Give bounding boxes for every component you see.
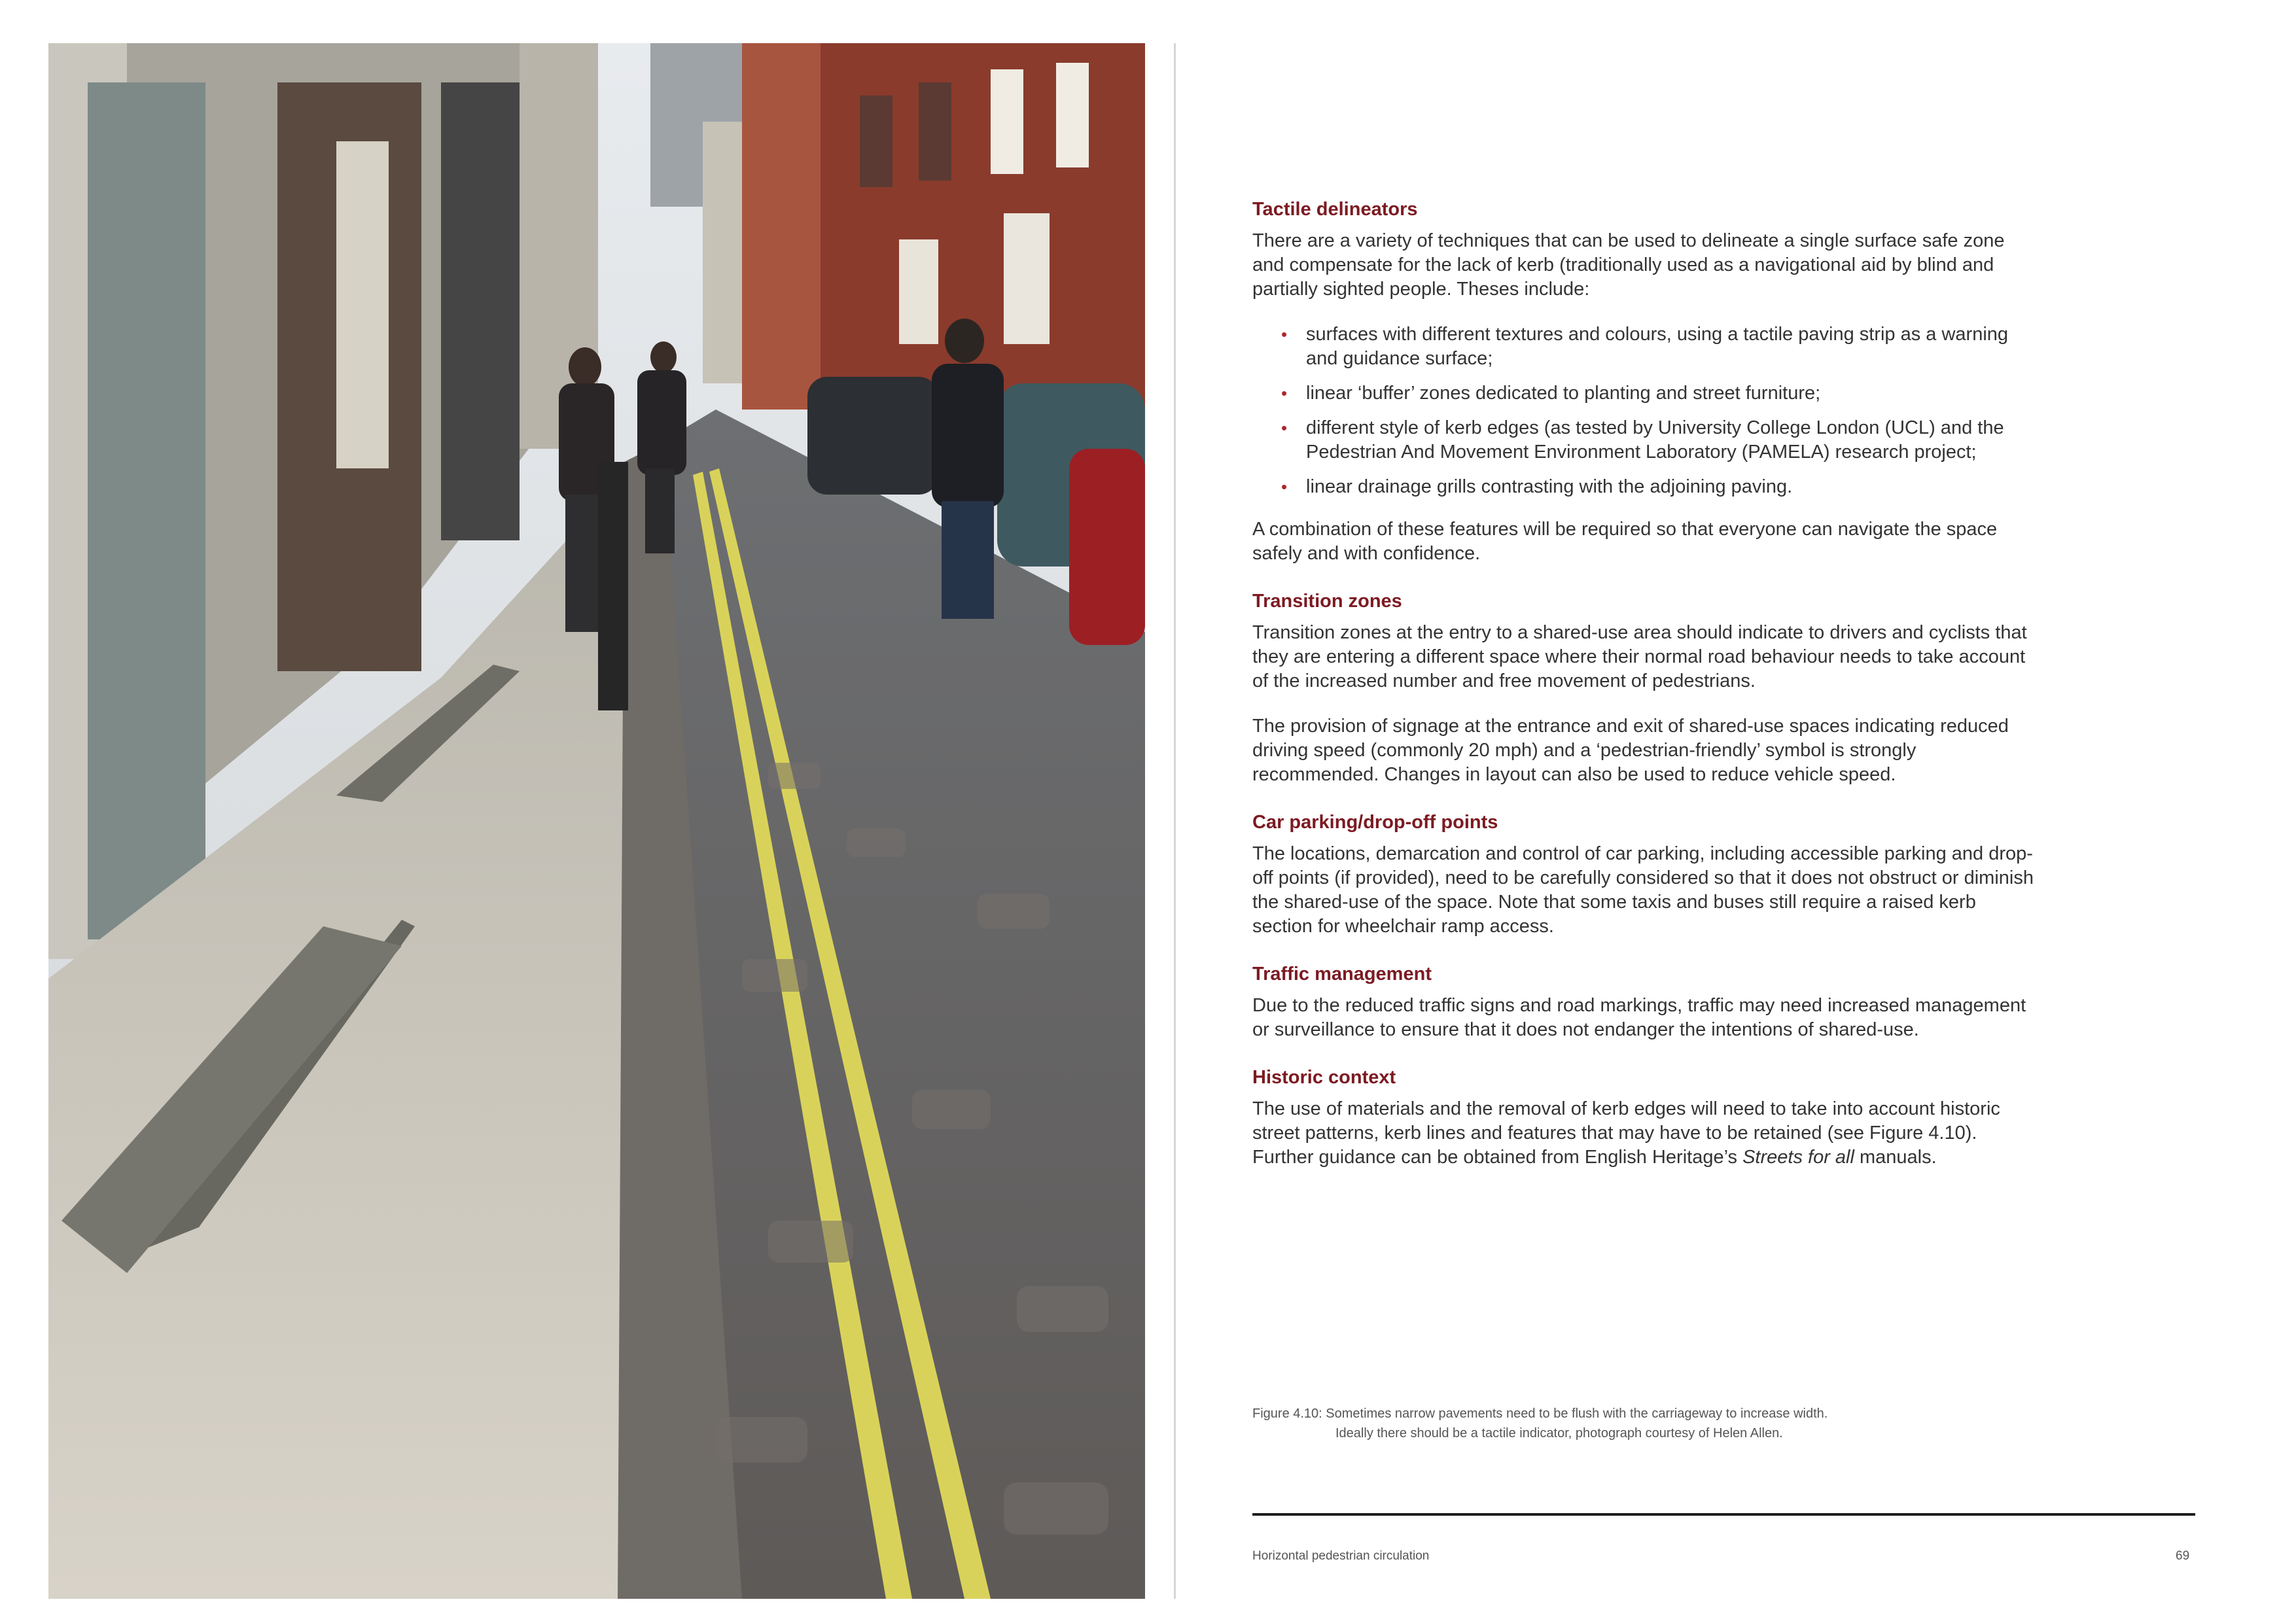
heading-car-parking: Car parking/drop-off points — [1252, 812, 1498, 833]
caption-line-2: Ideally there should be a tactile indicator, photograph courtesy of Helen Allen. — [1335, 1426, 1783, 1440]
list-item: • different style of kerb edges (as tested by University College London (UCL) and the Pedestrian And Movement Environment Laboratory (PAMELA) research project; — [1281, 417, 2004, 462]
traffic-paragraph: Due to the reduced traffic signs and road markings, traffic may need increased management or surveillance to ensure that it does not endanger the intentions of shared-use. — [1252, 995, 2026, 1040]
bullet-icon: • — [1281, 418, 1288, 438]
list-item: • linear drainage grills contrasting with the adjoining paving. — [1306, 475, 2038, 499]
transition-paragraph-2: The provision of signage at the entrance and exit of shared-use spaces indicating reduced driving speed (commonly 20 mph) and a ‘pedestrian-friendly’ symbol is strongly recommended. Changes in layout can also be used to reduce vehicle speed. — [1252, 716, 2009, 785]
parking-paragraph: The locations, demarcation and control of car parking, including accessible parking and drop-off points (if provided), need to be carefully considered so that it does not obstruct or diminish the shared-use of the space. Note that some taxis and buses still require a raised kerb section for wheelchair ramp access. — [1252, 843, 2034, 937]
heading-historic-context: Historic context — [1252, 1067, 1396, 1088]
bullet-icon: • — [1281, 324, 1288, 344]
list-item: • linear ‘buffer’ zones dedicated to planting and street furniture; — [1306, 381, 2038, 406]
street-photo-icon — [48, 43, 1145, 1599]
tactile-bullet-list — [1252, 323, 2038, 499]
page-gutter-divider — [1174, 43, 1176, 1599]
tactile-intro: There are a variety of techniques that can be used to delineate a single surface safe zone and compensate for the lack of kerb (traditionally used as a navigational aid by blind and partially sighted people. Theses include: — [1252, 230, 2005, 300]
footer-section-title: Horizontal pedestrian circulation — [1252, 1549, 1430, 1563]
text-column — [1252, 195, 2038, 1191]
heading-tactile-delineators: Tactile delineators — [1252, 199, 1418, 220]
bullet-icon: • — [1281, 477, 1288, 497]
page-number: 69 — [2176, 1549, 2190, 1563]
caption-line-1: Figure 4.10: Sometimes narrow pavements need to be flush with the carriageway to increase width. — [1252, 1406, 1828, 1421]
tactile-outro: A combination of these features will be required so that everyone can navigate the space safely and with confidence. — [1252, 519, 1998, 564]
streets-for-all-title: Streets for all — [1742, 1147, 1854, 1168]
figure-caption — [1252, 1404, 1972, 1443]
bullet-icon: • — [1281, 383, 1288, 403]
transition-paragraph-1: Transition zones at the entry to a shared-use area should indicate to drivers and cyclists that they are entering a different space where their normal road behaviour needs to take account of the increased number and free movement of pedestrians. — [1252, 622, 2027, 691]
street-photo — [48, 43, 1145, 1599]
footer-rule — [1252, 1513, 2195, 1516]
heading-transition-zones: Transition zones — [1252, 591, 1402, 612]
historic-paragraph: The use of materials and the removal of kerb edges will need to take into account historic street patterns, kerb lines and features that may have to be retained (see Figure 4.10). Further guidance can be obtained from English Heritage’s Streets for all manuals. — [1252, 1098, 2000, 1168]
heading-traffic-management: Traffic management — [1252, 964, 1432, 985]
list-item: • surfaces with different textures and colours, using a tactile paving strip as a warning and guidance surface; — [1281, 324, 2009, 369]
